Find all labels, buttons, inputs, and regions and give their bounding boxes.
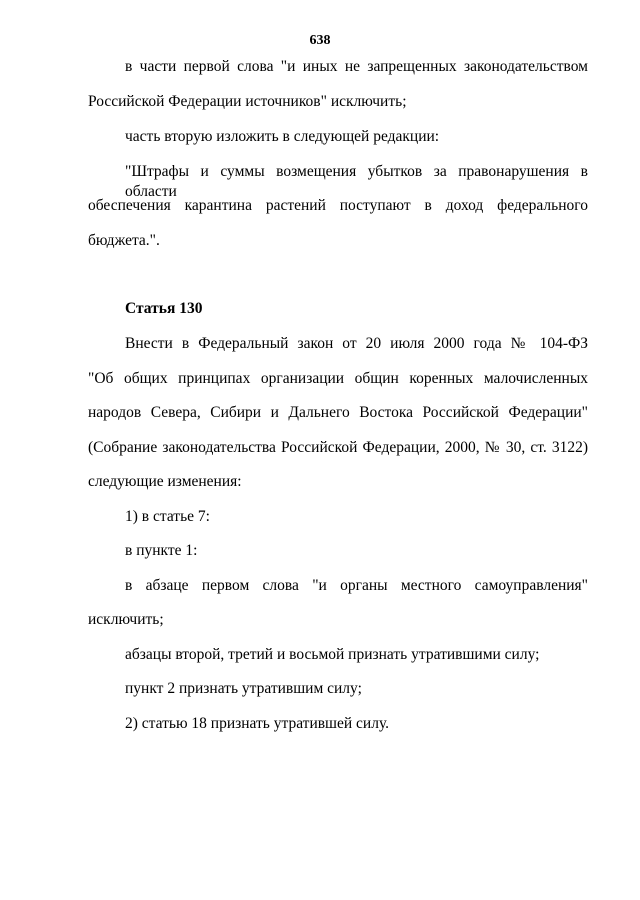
- text-line: обеспечения карантина растений поступают в доход федерального: [88, 197, 588, 214]
- article-heading: Статья 130: [125, 300, 203, 317]
- text-line: пункт 2 признать утратившим силу;: [125, 680, 362, 697]
- text-line: "Штрафы и суммы возмещения убытков за правонарушения в области: [125, 163, 588, 200]
- text-line: абзацы второй, третий и восьмой признать утратившими силу;: [125, 646, 540, 663]
- text-line: в пункте 1:: [125, 542, 198, 559]
- text-line: народов Севера, Сибири и Дальнего Востока Российской Федерации": [88, 404, 588, 421]
- list-item: 2) статью 18 признать утратившей силу.: [125, 715, 390, 732]
- text-line: следующие изменения:: [88, 473, 242, 490]
- list-item: 1) в статье 7:: [125, 508, 210, 525]
- text-line: в части первой слова "и иных не запрещенных законодательством: [125, 58, 588, 75]
- text-line: в абзаце первом слова "и органы местного самоуправления": [125, 577, 588, 594]
- text-line: бюджета.".: [88, 232, 160, 249]
- text-line: Внести в Федеральный закон от 20 июля 2000 года № 104-ФЗ: [125, 335, 588, 352]
- text-line: "Об общих принципах организации общин коренных малочисленных: [88, 370, 588, 387]
- text-line: часть вторую изложить в следующей редакции:: [125, 128, 440, 145]
- page-number: 638: [309, 33, 331, 48]
- text-line: Российской Федерации источников" исключить;: [88, 93, 407, 110]
- text-line: (Собрание законодательства Российской Федерации, 2000, № 30, ст. 3122): [88, 439, 588, 456]
- text-line: исключить;: [88, 611, 164, 628]
